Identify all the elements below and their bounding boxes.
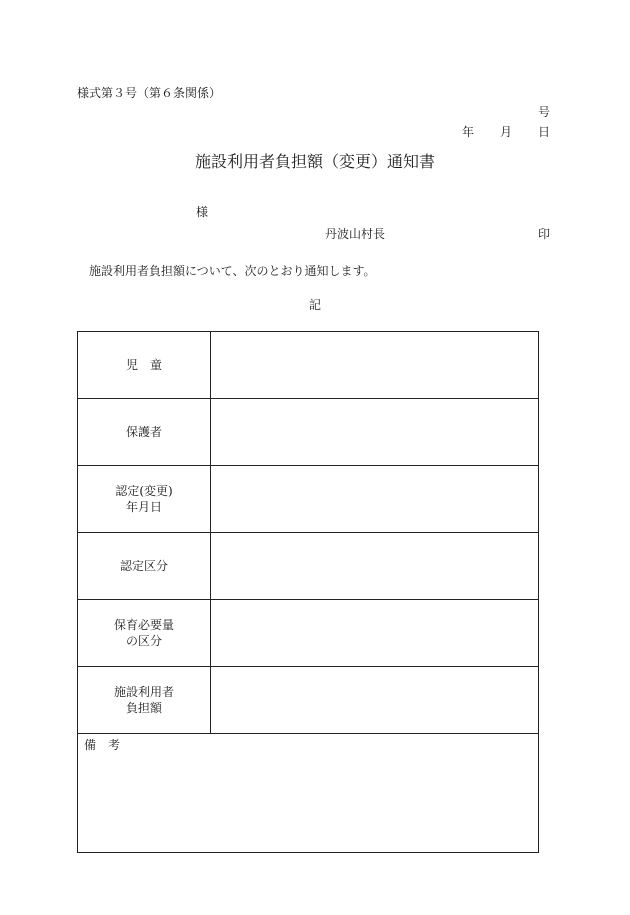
row-label: 認定区分 [78, 533, 211, 599]
table-row-child [78, 332, 538, 399]
notice-body-text: 施設利用者負担額について、次のとおり通知します。 [89, 264, 376, 278]
year-label: 年 [461, 125, 474, 139]
date-line [462, 123, 550, 140]
day-label: 日 [537, 125, 550, 139]
table-row-care-amount-category [78, 600, 538, 667]
remarks-label: 備 考 [84, 738, 121, 752]
row-value [211, 667, 538, 733]
details-table [77, 331, 539, 853]
document-title: 施設利用者負担額（変更）通知書 [194, 152, 435, 171]
issuer-name: 丹波山村長 [325, 227, 386, 241]
recipient-honorific: 様 [196, 205, 209, 219]
remarks-cell [78, 734, 538, 852]
row-value [211, 600, 538, 666]
table-row-guardian [78, 399, 538, 466]
row-label: 認定(変更) 年月日 [78, 466, 211, 532]
table-row-certification-category [78, 533, 538, 600]
month-label: 月 [499, 125, 512, 139]
table-row-user-fee [78, 667, 538, 734]
table-row-certification-date [78, 466, 538, 533]
document-number-label: 号 [537, 105, 550, 119]
ki-marker: 記 [308, 298, 321, 312]
row-value [211, 533, 538, 599]
row-label: 保育必要量 の区分 [78, 600, 211, 666]
row-value [211, 399, 538, 465]
row-value [211, 332, 538, 398]
row-label: 児 童 [78, 332, 211, 398]
form-number: 様式第３号（第６条関係） [77, 86, 222, 100]
seal-mark: 印 [537, 227, 550, 241]
row-value [211, 466, 538, 532]
row-label: 保護者 [78, 399, 211, 465]
row-label: 施設利用者 負担額 [78, 667, 211, 733]
